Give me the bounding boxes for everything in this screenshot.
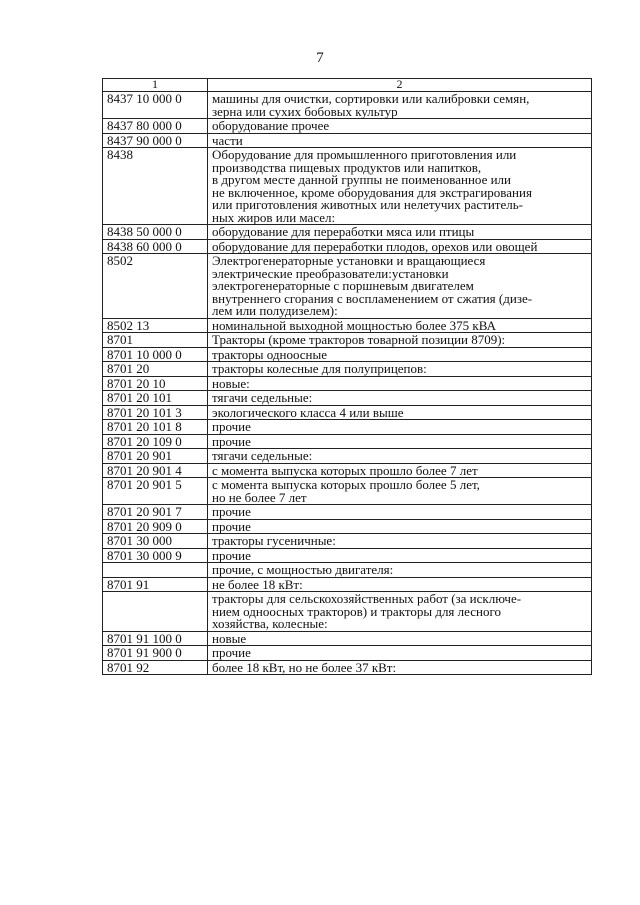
table-row xyxy=(103,405,592,420)
row-description-cell: новые xyxy=(208,631,592,646)
table-row xyxy=(103,333,592,348)
row-description-cell: Электрогенераторные установки и вращающиеся электрические преобразователи:установки электрогенераторные с поршневым двигателем внутреннего сгорания с воспламенением от сжатия (дизе- лем или полудизелем): xyxy=(208,254,592,319)
row-description-cell: прочие, с мощностью двигателя: xyxy=(208,563,592,578)
row-description-cell: оборудование прочее xyxy=(208,119,592,134)
table-row xyxy=(103,449,592,464)
row-code-cell: 8701 92 xyxy=(103,660,208,675)
row-code-cell: 8701 20 101 3 xyxy=(103,405,208,420)
table-row xyxy=(103,478,592,505)
table-row xyxy=(103,362,592,377)
row-code-cell: 8701 20 909 0 xyxy=(103,519,208,534)
row-code-cell: 8701 20 10 xyxy=(103,376,208,391)
table-row xyxy=(103,434,592,449)
table-row xyxy=(103,577,592,592)
row-code-cell: 8701 20 901 5 xyxy=(103,478,208,505)
row-description-cell: Оборудование для промышленного приготовления или производства пищевых продуктов или напитков, в другом месте данной группы не поименованное или не включенное, кроме оборудования для экстрагирования или приготовления животных или нелетучих раститель- ных жиров или масел: xyxy=(208,148,592,225)
row-code-cell: 8437 90 000 0 xyxy=(103,133,208,148)
row-code-cell: 8438 50 000 0 xyxy=(103,225,208,240)
row-code-cell: 8438 60 000 0 xyxy=(103,239,208,254)
table-row xyxy=(103,646,592,661)
table-row xyxy=(103,92,592,119)
row-code-cell: 8437 10 000 0 xyxy=(103,92,208,119)
table-row xyxy=(103,239,592,254)
row-code-cell: 8701 30 000 9 xyxy=(103,548,208,563)
table-header-row xyxy=(103,79,592,92)
table-row xyxy=(103,631,592,646)
table-row xyxy=(103,505,592,520)
table-row xyxy=(103,318,592,333)
table-row xyxy=(103,133,592,148)
row-description-cell: тягачи седельные: xyxy=(208,391,592,406)
row-code-cell: 8701 10 000 0 xyxy=(103,347,208,362)
row-code-cell: 8701 20 901 7 xyxy=(103,505,208,520)
table-row xyxy=(103,660,592,675)
row-description-cell: тракторы для сельскохозяйственных работ (за исключе- нием одноосных тракторов) и тракторы для лесного хозяйства, колесные: xyxy=(208,592,592,632)
row-code-cell: 8701 20 101 xyxy=(103,391,208,406)
row-description-cell: части xyxy=(208,133,592,148)
row-description-cell: оборудование для переработки мяса или птицы xyxy=(208,225,592,240)
row-description-cell: с момента выпуска которых прошло более 5 лет, но не более 7 лет xyxy=(208,478,592,505)
row-description-cell: не более 18 кВт: xyxy=(208,577,592,592)
row-description-cell: экологического класса 4 или выше xyxy=(208,405,592,420)
row-description-cell: прочие xyxy=(208,505,592,520)
row-description-cell: более 18 кВт, но не более 37 кВт: xyxy=(208,660,592,675)
tariff-code-table xyxy=(102,78,592,675)
row-description-cell: прочие xyxy=(208,519,592,534)
table-row xyxy=(103,148,592,225)
table-row xyxy=(103,463,592,478)
row-code-cell: 8438 xyxy=(103,148,208,225)
row-code-cell: 8701 91 900 0 xyxy=(103,646,208,661)
table-row xyxy=(103,563,592,578)
table-row xyxy=(103,391,592,406)
row-code-cell: 8701 20 xyxy=(103,362,208,377)
row-description-cell: с момента выпуска которых прошло более 7 лет xyxy=(208,463,592,478)
row-description-cell: прочие xyxy=(208,434,592,449)
row-code-cell: 8701 20 901 xyxy=(103,449,208,464)
table-row xyxy=(103,119,592,134)
row-description-cell: тракторы одноосные xyxy=(208,347,592,362)
table-row xyxy=(103,254,592,319)
row-description-cell: новые: xyxy=(208,376,592,391)
page-number: 7 xyxy=(316,50,324,66)
row-description-cell: машины для очистки, сортировки или калибровки семян, зерна или сухих бобовых культур xyxy=(208,92,592,119)
row-description-cell: тракторы колесные для полуприцепов: xyxy=(208,362,592,377)
row-code-cell: 8701 xyxy=(103,333,208,348)
row-description-cell: прочие xyxy=(208,420,592,435)
row-code-cell: 8502 13 xyxy=(103,318,208,333)
table-row xyxy=(103,347,592,362)
row-code-cell: 8701 30 000 xyxy=(103,534,208,549)
row-code-cell xyxy=(103,592,208,632)
table-row xyxy=(103,534,592,549)
row-code-cell xyxy=(103,563,208,578)
table-row xyxy=(103,420,592,435)
table-row xyxy=(103,376,592,391)
row-description-cell: номинальной выходной мощностью более 375 кВА xyxy=(208,318,592,333)
row-description-cell: Тракторы (кроме тракторов товарной позиции 8709): xyxy=(208,333,592,348)
row-description-cell: оборудование для переработки плодов, орехов или овощей xyxy=(208,239,592,254)
row-description-cell: прочие xyxy=(208,548,592,563)
row-code-cell: 8701 91 100 0 xyxy=(103,631,208,646)
row-code-cell: 8701 91 xyxy=(103,577,208,592)
table-row xyxy=(103,519,592,534)
table-row xyxy=(103,548,592,563)
column-header-code: 1 xyxy=(103,79,208,92)
row-description-cell: тракторы гусеничные: xyxy=(208,534,592,549)
row-code-cell: 8502 xyxy=(103,254,208,319)
row-code-cell: 8701 20 101 8 xyxy=(103,420,208,435)
row-description-cell: прочие xyxy=(208,646,592,661)
row-code-cell: 8437 80 000 0 xyxy=(103,119,208,134)
row-code-cell: 8701 20 901 4 xyxy=(103,463,208,478)
table-row xyxy=(103,592,592,632)
row-description-cell: тягачи седельные: xyxy=(208,449,592,464)
table-row xyxy=(103,225,592,240)
column-header-description: 2 xyxy=(208,79,592,92)
row-code-cell: 8701 20 109 0 xyxy=(103,434,208,449)
